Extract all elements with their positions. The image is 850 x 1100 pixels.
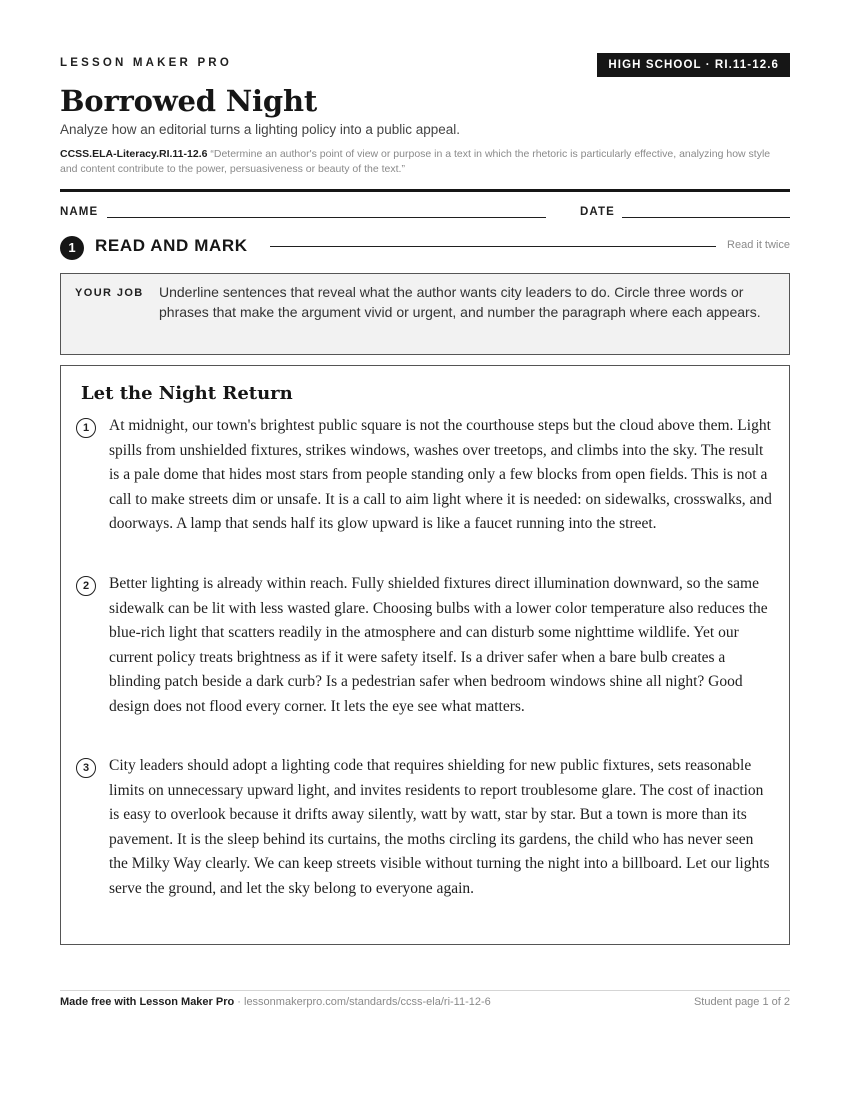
brand-name: LESSON MAKER PRO — [60, 57, 232, 69]
worksheet-title: Borrowed Night — [60, 84, 318, 118]
footer-page-number: Student page 1 of 2 — [693, 996, 790, 1008]
paragraph-3: City leaders should adopt a lighting code that requires shielding for new public fixtures, sets reasonable limits on unnecessary upward light, and invites residents to report troublesome glare. The cost of inaction is easy to overlook because it drifts away silently, watt by watt, star by star. But a town is more than its pavement. It is the sleep behind its curtains, the moths circling its gardens, the child who has never seen the Milky Way clearly. We can keep streets visible without turning the night into a billboard. Let our lights serve the ground, and let the sky belong to everyone again. — [109, 757, 770, 897]
paragraph-number-3: 3 — [76, 758, 96, 778]
worksheet-subtitle: Analyze how an editorial turns a lighting policy into a public appeal. — [60, 122, 460, 137]
paragraph-number-2: 2 — [76, 576, 96, 596]
grade-standard-badge: HIGH SCHOOL · RI.11-12.6 — [597, 53, 790, 77]
instructions-box — [60, 273, 790, 355]
date-field-line[interactable] — [622, 217, 790, 218]
footer-divider — [60, 990, 790, 991]
date-label: DATE — [580, 206, 615, 218]
footer-url[interactable]: · lessonmakerpro.com/standards/ccss-ela/ri-11-12-6 — [234, 996, 491, 1008]
standard-code: CCSS.ELA-Literacy.RI.11-12.6 — [60, 148, 208, 160]
footer-made-with: Made free with Lesson Maker Pro — [60, 996, 235, 1008]
reading-passage-box — [60, 365, 790, 945]
passage-title: Let the Night Return — [81, 383, 293, 404]
paragraph-1: At midnight, our town's brightest public square is not the courthouse steps but the cloud above them. Light spills from unshielded fixtures, strikes windows, washes over treetops, and climbs into the sky. The result is a pale dome that hides most stars from people standing only a few blocks from open fields. This is not a call to make streets dim or unsafe. It is a call to aim light where it is needed: on sidewalks, crosswalks, and doorways. A lamp that sends half its glow upward is like a faucet running into the street. — [109, 417, 772, 532]
header-divider — [60, 189, 790, 192]
section-number-badge: 1 — [60, 236, 84, 260]
worksheet-page — [60, 0, 790, 1100]
name-label: NAME — [60, 206, 99, 218]
instructions-text: Underline sentences that reveal what the author wants city leaders to do. Circle three words or phrases that make the argument vivid or urgent, and number the paragraph where each appears. — [159, 284, 761, 320]
section-rule — [270, 246, 716, 247]
paragraph-number-1: 1 — [76, 418, 96, 438]
standard-description — [60, 147, 790, 177]
footer-credit — [60, 996, 491, 1008]
section-note: Read it twice — [727, 239, 790, 251]
paragraph-2: Better lighting is already within reach. Fully shielded fixtures direct illumination downward, so the same sidewalk can be lit with less wasted glare. Choosing bulbs with a lower color temperature also reduces the blue-rich light that scatters readily in the atmosphere and can disturb some nighttime wildlife. Yet our current policy treats brightness as if it were safety itself. Is a driver safer when a bare bulb creates a blinding patch beside a dark curb? Is a pedestrian safer when bedroom windows shine all night? Good design does not flood every corner. It lets the eye see what matters. — [109, 575, 768, 715]
section-title: READ AND MARK — [95, 236, 248, 255]
name-field-line[interactable] — [107, 217, 546, 218]
instructions-label: YOUR JOB — [75, 287, 144, 299]
standard-text: “Determine an author's point of view or purpose in a text in which the rhetoric is particularly effective, analyzing how style and content contribute to the power, persuasiveness or beauty of the text.” — [60, 148, 771, 175]
